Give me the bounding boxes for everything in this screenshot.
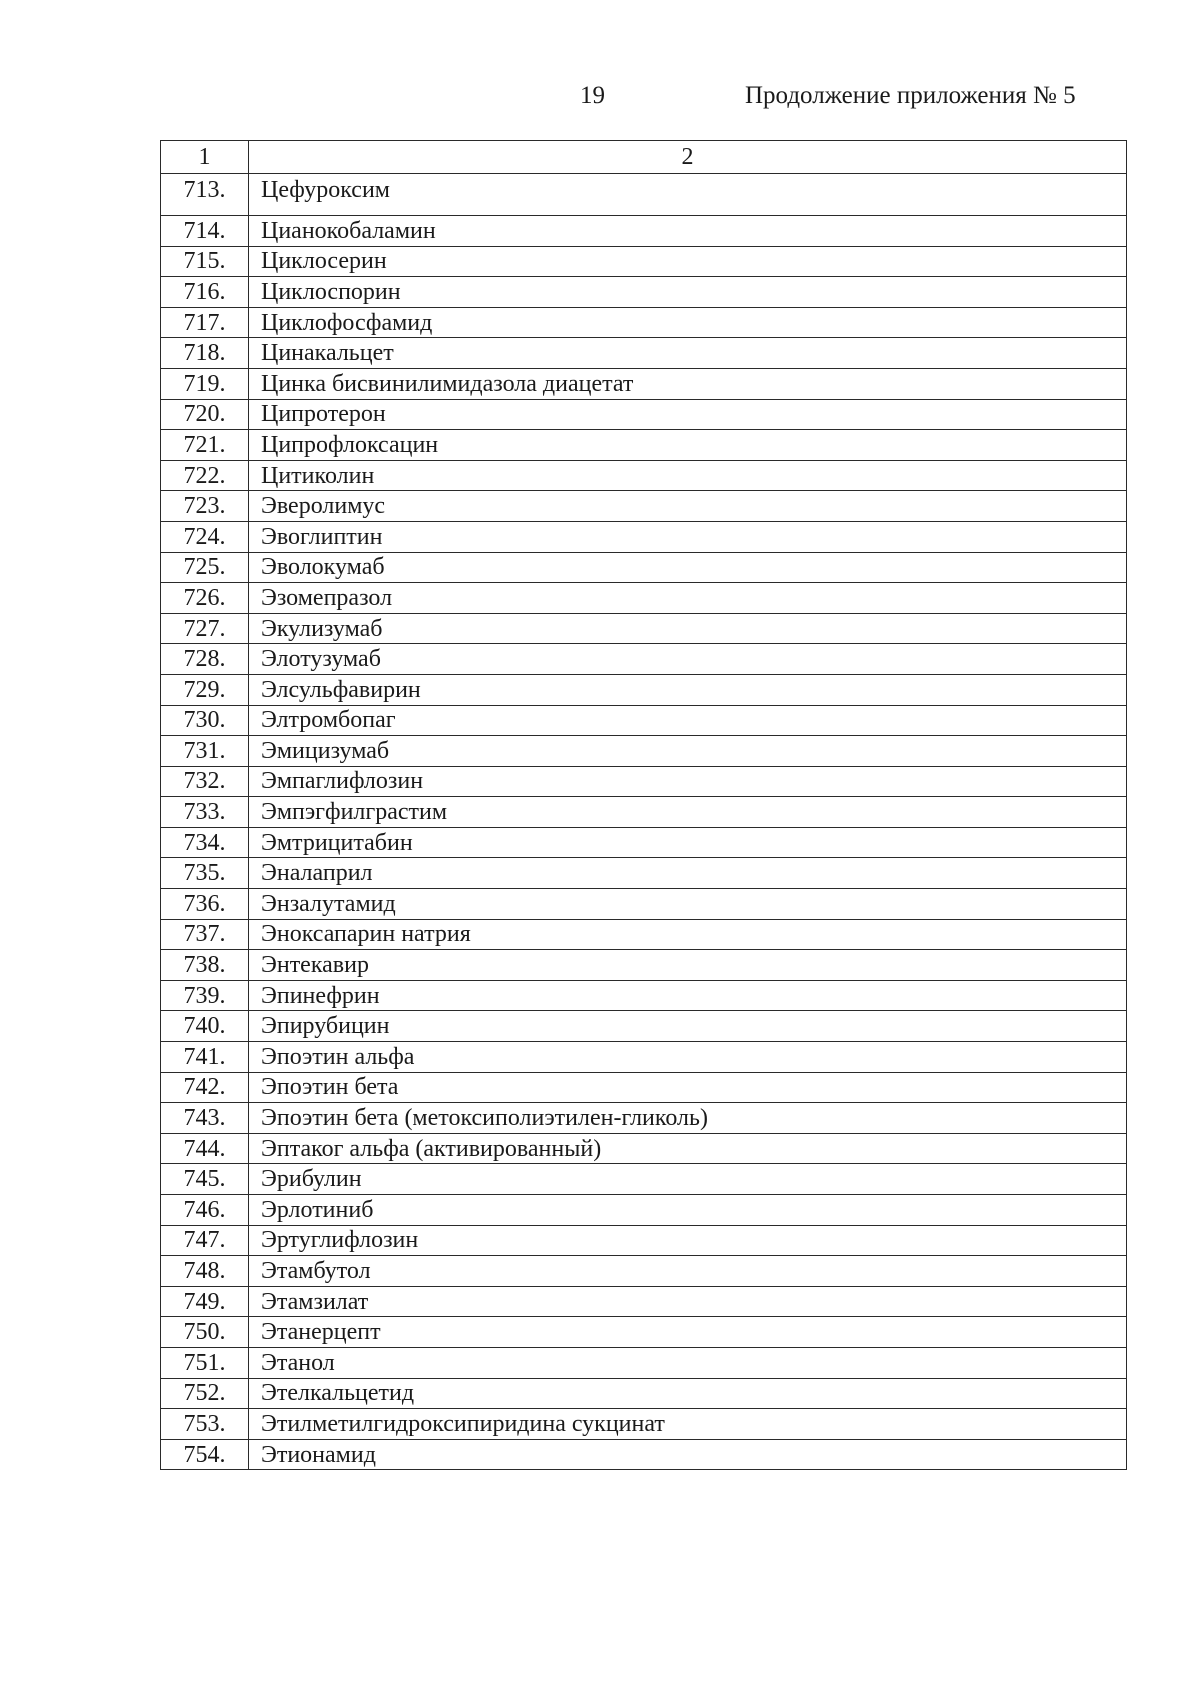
page-header: Продолжение приложения № 5	[745, 82, 1076, 109]
table-header-row	[161, 141, 1127, 174]
row-number: 748.	[161, 1256, 249, 1287]
table-row	[161, 1225, 1127, 1256]
table-row	[161, 1378, 1127, 1409]
row-number: 738.	[161, 950, 249, 981]
row-number: 721.	[161, 430, 249, 461]
medication-name: Эпоэтин бета (метоксиполиэтилен-гликоль)	[249, 1103, 1127, 1134]
table-row	[161, 491, 1127, 522]
table-row	[161, 613, 1127, 644]
medication-name: Экулизумаб	[249, 613, 1127, 644]
column-header-name: 2	[249, 141, 1127, 174]
medication-name: Эпинефрин	[249, 980, 1127, 1011]
row-number: 723.	[161, 491, 249, 522]
medication-name: Эзомепразол	[249, 583, 1127, 614]
table-row	[161, 1439, 1127, 1470]
medication-name: Циклоспорин	[249, 277, 1127, 308]
table-row	[161, 950, 1127, 981]
medication-name: Энтекавир	[249, 950, 1127, 981]
row-number: 740.	[161, 1011, 249, 1042]
table-row	[161, 827, 1127, 858]
table-row	[161, 368, 1127, 399]
medication-name: Циклосерин	[249, 246, 1127, 277]
medication-name: Циклофосфамид	[249, 307, 1127, 338]
row-number: 741.	[161, 1042, 249, 1073]
medication-name: Этамбутол	[249, 1256, 1127, 1287]
table-row	[161, 1195, 1127, 1226]
table-row	[161, 980, 1127, 1011]
table-row	[161, 1256, 1127, 1287]
row-number: 734.	[161, 827, 249, 858]
table-row	[161, 1011, 1127, 1042]
row-number: 720.	[161, 399, 249, 430]
table-row	[161, 583, 1127, 614]
row-number: 739.	[161, 980, 249, 1011]
table-row	[161, 246, 1127, 277]
table-row	[161, 1164, 1127, 1195]
medication-name: Ципротерон	[249, 399, 1127, 430]
medication-name: Цинка бисвинилимидазола диацетат	[249, 368, 1127, 399]
medication-name: Цинакальцет	[249, 338, 1127, 369]
medication-name: Этилметилгидроксипиридина сукцинат	[249, 1409, 1127, 1440]
medication-name: Эпирубицин	[249, 1011, 1127, 1042]
row-number: 749.	[161, 1286, 249, 1317]
table-row	[161, 1409, 1127, 1440]
table-row	[161, 674, 1127, 705]
table-row	[161, 1317, 1127, 1348]
row-number: 737.	[161, 919, 249, 950]
table-row	[161, 307, 1127, 338]
medication-name: Эверолимус	[249, 491, 1127, 522]
medication-name: Цефуроксим	[249, 174, 1127, 216]
row-number: 731.	[161, 736, 249, 767]
table-row	[161, 919, 1127, 950]
table-row	[161, 644, 1127, 675]
row-number: 716.	[161, 277, 249, 308]
table-row	[161, 174, 1127, 216]
row-number: 750.	[161, 1317, 249, 1348]
medication-name: Эмицизумаб	[249, 736, 1127, 767]
row-number: 732.	[161, 766, 249, 797]
medication-table	[160, 140, 1127, 1470]
table-row	[161, 399, 1127, 430]
row-number: 719.	[161, 368, 249, 399]
table-row	[161, 216, 1127, 247]
table-row	[161, 1103, 1127, 1134]
table-row	[161, 1042, 1127, 1073]
row-number: 727.	[161, 613, 249, 644]
table-row	[161, 1072, 1127, 1103]
medication-name: Этамзилат	[249, 1286, 1127, 1317]
medication-name: Этанол	[249, 1347, 1127, 1378]
row-number: 724.	[161, 521, 249, 552]
row-number: 715.	[161, 246, 249, 277]
table-row	[161, 1347, 1127, 1378]
page-number: 19	[580, 82, 605, 109]
medication-name: Эрлотиниб	[249, 1195, 1127, 1226]
row-number: 735.	[161, 858, 249, 889]
medication-name: Элсульфавирин	[249, 674, 1127, 705]
table-row	[161, 736, 1127, 767]
medication-name: Этелкальцетид	[249, 1378, 1127, 1409]
row-number: 714.	[161, 216, 249, 247]
medication-name: Эналаприл	[249, 858, 1127, 889]
row-number: 717.	[161, 307, 249, 338]
row-number: 746.	[161, 1195, 249, 1226]
medication-name: Эптаког альфа (активированный)	[249, 1133, 1127, 1164]
row-number: 730.	[161, 705, 249, 736]
row-number: 718.	[161, 338, 249, 369]
row-number: 726.	[161, 583, 249, 614]
medication-name: Энзалутамид	[249, 889, 1127, 920]
table-row	[161, 430, 1127, 461]
table-row	[161, 338, 1127, 369]
medication-name: Эноксапарин натрия	[249, 919, 1127, 950]
row-number: 736.	[161, 889, 249, 920]
row-number: 747.	[161, 1225, 249, 1256]
table-row	[161, 521, 1127, 552]
medication-name: Эртуглифлозин	[249, 1225, 1127, 1256]
medication-name: Этионамид	[249, 1439, 1127, 1470]
row-number: 754.	[161, 1439, 249, 1470]
medication-name: Цитиколин	[249, 460, 1127, 491]
medication-name: Эрибулин	[249, 1164, 1127, 1195]
medication-name: Эпоэтин бета	[249, 1072, 1127, 1103]
table-body	[161, 174, 1127, 1470]
row-number: 725.	[161, 552, 249, 583]
row-number: 751.	[161, 1347, 249, 1378]
row-number: 745.	[161, 1164, 249, 1195]
row-number: 743.	[161, 1103, 249, 1134]
row-number: 744.	[161, 1133, 249, 1164]
table-row	[161, 766, 1127, 797]
table-row	[161, 797, 1127, 828]
table-row	[161, 277, 1127, 308]
row-number: 713.	[161, 174, 249, 216]
table-row	[161, 858, 1127, 889]
table-row	[161, 1133, 1127, 1164]
row-number: 722.	[161, 460, 249, 491]
medication-name: Элотузумаб	[249, 644, 1127, 675]
medication-name: Элтромбопаг	[249, 705, 1127, 736]
table-row	[161, 460, 1127, 491]
medication-name: Эволокумаб	[249, 552, 1127, 583]
table-row	[161, 552, 1127, 583]
row-number: 729.	[161, 674, 249, 705]
row-number: 753.	[161, 1409, 249, 1440]
row-number: 733.	[161, 797, 249, 828]
table-row	[161, 889, 1127, 920]
row-number: 742.	[161, 1072, 249, 1103]
row-number: 728.	[161, 644, 249, 675]
column-header-number: 1	[161, 141, 249, 174]
medication-name: Эмпэгфилграстим	[249, 797, 1127, 828]
table-row	[161, 705, 1127, 736]
medication-name: Эпоэтин альфа	[249, 1042, 1127, 1073]
medication-name: Ципрофлоксацин	[249, 430, 1127, 461]
medication-name: Этанерцепт	[249, 1317, 1127, 1348]
medication-name: Цианокобаламин	[249, 216, 1127, 247]
medication-name: Эмпаглифлозин	[249, 766, 1127, 797]
table-row	[161, 1286, 1127, 1317]
medication-name: Эвоглиптин	[249, 521, 1127, 552]
medication-name: Эмтрицитабин	[249, 827, 1127, 858]
row-number: 752.	[161, 1378, 249, 1409]
